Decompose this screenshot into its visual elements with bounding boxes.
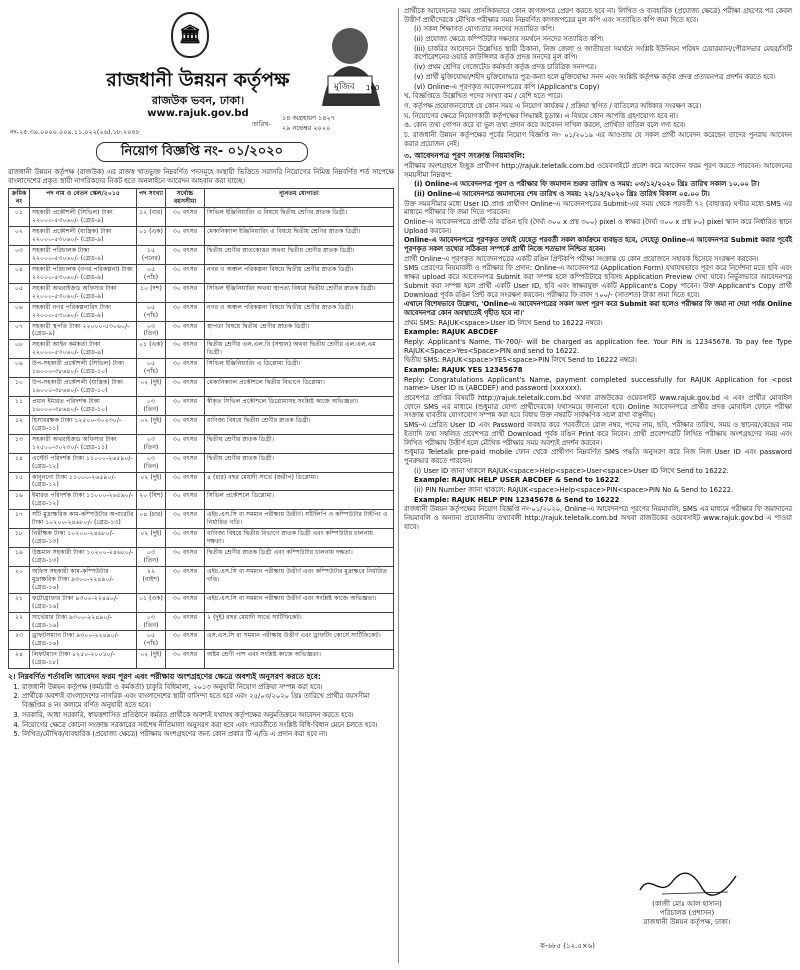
cell-serial: ০৯ (9, 359, 30, 378)
point-item: চ. রাজধানী উন্নয়ন কর্তৃপক্ষের পূর্বের নিয়োগ বিজ্ঞপ্তি নং- ০১/২০১৯ এর আওতায় যে সকল প্রার্থী আবেদন করেছেন তাদের পুনরায় আবেদন করার প্রয়োজন নেই। (404, 130, 792, 148)
cell-serial: ১৬ (9, 491, 30, 510)
cell-age: ৩০ বৎসর (166, 612, 205, 631)
table-row (9, 453, 394, 472)
cell-count: ০৩ (তিন) (137, 612, 166, 631)
cell-qualification: সিভিল ইঞ্জিনিয়ারিং এ ডিপ্লোমা ডিগ্রী। (205, 359, 394, 378)
cell-qualification: এইচ.এস.সি বা সমমান পরীক্ষায় উত্তীর্ণ এবং সংশ্লিষ্ট কাজে অভিজ্ঞতা। (205, 593, 394, 612)
cell-qualification: মেকানিক্যাল ইঞ্জিনিয়ারিং এ বিষয়ে দ্বিতীয় শ্রেণির স্নাতক ডিগ্রী। (205, 227, 394, 246)
condition-item: 2. প্রার্থীকে অবশ্যই বাংলাদেশের নাগরিক এবং বাংলাদেশের স্থায়ী বাসিন্দা হতে হবে এবং ২৫/০৩/২০২০ খ্রিঃ তারিখে প্রার্থীর বয়সসীমা বিজ্ঞপ্তির ৪ নং কলামে বর্ণিত অনুযায়ী হতে হবে। (22, 692, 394, 709)
cell-age: ৩০ বৎসর (166, 378, 205, 397)
point-item: গ. কর্তৃপক্ষ প্রয়োজনবোধে যে কোন সময় এ নিয়োগ কার্যক্রম / প্রক্রিয়া স্থগিত / বাতিলের অধিকার সংরক্ষণ করে। (404, 101, 702, 110)
data-accuracy-rule: Online-এ আবেদনপত্রে পূরণকৃত তথ্যই যেহেতু পরবর্তী সকল কার্যক্রমে ব্যবহৃত হবে, সেহেতু Online-এ আবেদনপত্র Submit করার পূর্বেই পূরণকৃত সকল তথ্যের সঠিকতা সম্পর্কে প্রার্থী নিজে শতভাগ নিশ্চিত হবেন। (404, 236, 792, 254)
sms1-example: Example: RAJUK ABCDEF (404, 328, 499, 337)
cell-post: সহকারী পরিচালক টাকা ২২০০০-৫৩০৬০/- (গ্রেড-৯) (30, 246, 137, 265)
right-column (404, 6, 792, 532)
recovery-example: Example: RAJUK HELP PIN 12345678 & Send to 16222 (414, 495, 620, 504)
table-row (9, 593, 394, 612)
cell-post: এস্টেট পরিদর্শক টাকা ১১০০০-২৬৫৯০/- (গ্রেড-১২) (30, 453, 137, 472)
svg-text:100: 100 (366, 84, 380, 92)
cell-age: ৩০ বৎসর (166, 491, 205, 510)
cell-serial: ০৫ (9, 283, 30, 302)
sms-login-info: SMS-এ প্রেরিত User ID এবং Password ব্যবহার করে পরবর্তীতে রোল নম্বর, পদের নাম, ছবি, পরীক্ষার তারিখ, সময় ও স্থানের/কেন্দ্রের নাম ইত্যাদি তথ্য সম্বলিত প্রবেশপত্র প্রার্থী Download পূর্বক রঙিন Print করে নিবেন। প্রার্থী প্রবেশপত্রটি লিখিত পরীক্ষায় অংশগ্রহণের সময় এবং লিখিত পরীক্ষায় উত্তীর্ণ হলে মৌখিক পরীক্ষার সময় অবশ্যই প্রদর্শন করবেন। (404, 421, 792, 447)
table-row (9, 397, 394, 416)
cell-qualification: দ্বিতীয় শ্রেণীর স্নাতক ডিগ্রী। (205, 453, 394, 472)
online-start-date: (i) Online-এ আবেদনপত্র পূরণ ও পরীক্ষার ফি জমাদান শুরুর তারিখ ও সময়: ০৩/১২/২০২০ খ্রিঃ তারিখ সকাল ১০.০০ টা। (414, 180, 760, 189)
document-item: (iii) চাকরির আবেদনে উল্লেখিত স্থায়ী ঠিকানা, নিজ জেলা ও জাতীয়তা সমর্থনে সংশ্লিষ্ট ইউনিয়ন পরিষদ চেয়ারম্যান/পৌরসভার মেয়র/সিটি কর্পোরেশনের ওয়ার্ড কাউন্সিলর কর্তৃক প্রদত্ত সনদের মূল কপি। (414, 44, 792, 62)
cell-count: ০৫ (পাঁচ) (137, 264, 166, 283)
date-bengali: ১৪ অগ্রহায়ণ ১৪২৭ (282, 114, 336, 122)
table-row (9, 415, 394, 434)
documents-intro: প্রার্থীকে আবেদনের সময় প্রাসঙ্গিকভাবে কোন কাগজপত্র প্রেরণ করতে হবে না। লিখিত ও ব্যবহারিক (প্রযোজ্য ক্ষেত্রে) পরীক্ষা গ্রহণের পর কেবল উত্তীর্ণ প্রার্থীদেরকে মৌখিক পরীক্ষার সময় নিম্নবর্ণিত কাগজপত্রের মূল কপি এবং সত্যায়িত কপি জমা দিতে হবে। (404, 7, 792, 24)
cell-qualification: নগর ও অঞ্চল পরিকল্পনা বিষয়ে দ্বিতীয় শ্রেণীর স্নাতক ডিগ্রী। (205, 302, 394, 321)
signatory-org: রাজধানী উন্নয়ন কর্তৃপক্ষ, ঢাকা। (643, 917, 731, 926)
cell-qualification: এইচ.এস.সি বা সমমান পরীক্ষায় উত্তীর্ণ। সাঁটলিপি ও কম্পিউটার টাইপিং এ নির্ধারিত গতি। (205, 510, 394, 529)
cell-count: ০৫ (পাঁচ) (137, 302, 166, 321)
cell-post: ড্রাফটসম্যান টাকা ৯৩০০-২২৪৯০/- (গ্রেড-১৬) (30, 631, 137, 650)
admit-card-info: প্রবেশপত্র প্রাপ্তির বিষয়টি http://rajuk.teletalk.com.bd অথবা রাজউকের ওয়েবসাইট www.rajuk.gov.bd এ এবং প্রার্থীর মোবাইল ফোনে SMS এর মাধ্যমে (শুধুমাত্র যোগ্য প্রার্থীদেরকে) যথাসময়ে জানানো হবে। Online আবেদনপত্রে প্রার্থীর প্রদত্ত মোবাইল ফোনে পরীক্ষা সংক্রান্ত যাবতীয় যোগাযোগ সম্পন্ন করা হবে বিধায় উক্ত নম্বরটি সার্বক্ষণিক সচল রাখা বাঞ্ছনীয়। (404, 394, 792, 420)
cell-count: ০২ (দুই) (137, 650, 166, 669)
cell-serial: ০৮ (9, 340, 30, 359)
cell-qualification: বাণিজ্য বিষয়ে দ্বিতীয় শ্রেণীর স্নাতক ডিগ্রী। (205, 415, 394, 434)
posts-table (8, 188, 394, 669)
cell-qualification: সিভিল ইঞ্জিনিয়ারিং এ বিষয়ে দ্বিতীয় শ্রেণির স্নাতক ডিগ্রী। (205, 208, 394, 227)
cell-post: কানুনগো টাকা ১১০০০-২৬৫৯০/- (গ্রেড-১২) (30, 472, 137, 491)
memo-number: নং-২৫.৩৯.০০০০.০০৯.১১.০২২(২৬).১৮.২০৪৮ (10, 128, 140, 136)
point-item: ঙ. কোন তথ্য গোপন করে বা ভুল তথ্য প্রদান করে আবেদন দাখিল করলে, প্রার্থিতা বাতিল বলে গণ্য হবে। (404, 121, 686, 130)
point-item: ঘ. নিয়োগের ক্ষেত্রে নিয়োগকারী কর্তৃপক্ষের সিদ্ধান্তই চূড়ান্ত। এ বিষয়ে কোন আপত্তি গ্রহণযোগ্য হবে না। (404, 111, 678, 120)
sms2-reply: Reply: Congratulations Applicant's Name, payment completed successfully for RAJUK Application for <post name> User ID is (ABCDEF) and password (xxxxxx). (404, 375, 792, 393)
cell-age: ৩০ বৎসর (166, 453, 205, 472)
cell-post: উচ্চমান সহকারী টাকা ১০২০০-২৪৬৮০/- (গ্রেড-১৩) (30, 548, 137, 567)
date-label: তারিখ- (252, 120, 271, 128)
document-item: (v) প্রার্থী মুক্তিযোদ্ধা/শহীদ মুক্তিযোদ্ধার পুত্র-কন্যা হলে মুক্তিযোদ্ধা সনদ এবং সংশ্লিষ্ট কর্তৃপক্ষ কর্তৃক প্রদত্ত প্রত্যয়নপত্র প্রদর্শন করতে হবে। (414, 72, 776, 81)
cell-post: সাঁট মুদ্রাক্ষরিক কাম-কম্পিউটার অপারেটর টাকা ১০২০০-২৪৬৮০/- (গ্রেড-১৩) (30, 510, 137, 529)
cell-age: ৩০ বৎসর (166, 472, 205, 491)
cell-count: ০৫ (পাঁচ) (137, 631, 166, 650)
cell-qualification: এস.এস.সি বা সমমান পরীক্ষায় উত্তীর্ণ এবং ড্রাফটিং কোর্সে সার্টিফিকেট। (205, 631, 394, 650)
cell-age: ৩০ বৎসর (166, 548, 205, 567)
cell-qualification: মেকানিক্যাল প্রকৌশলে দ্বিতীয় বিভাগে ডিপ্লোমা। (205, 378, 394, 397)
photo-upload-rule: Online-এ আবেদনপত্রে প্রার্থী তাঁর রঙিন ছবি (দৈর্ঘ্য ৩০০ x প্রস্থ ৩০০) pixel ও স্বাক্ষর (দৈর্ঘ্য ৩০০ x প্রস্থ ৮০) pixel স্ক্যান করে নির্ধারিত স্থানে Upload করবেন। (404, 218, 792, 235)
cell-post: সহকারী প্রকৌশলী (যান্ত্রিক) টাকা ২২০০০-৫৩০৬০/- (গ্রেড-৯) (30, 227, 137, 246)
cell-qualification: সিভিল প্রকৌশলে ডিপ্লোমা। (205, 491, 394, 510)
cell-serial: ১৪ (9, 453, 30, 472)
cell-count: ০৪ (চার) (137, 510, 166, 529)
table-row (9, 529, 394, 548)
condition-item: 5. লিখিত/মৌখিক/ব্যবহারিক (প্রযোজ্য ক্ষেত্রে) পরীক্ষায় অংশগ্রহণের জন্য কোন প্রকার টি এ/ডি এ প্রদান করা হবে না। (22, 730, 394, 739)
cell-post: সহকারী স্থপতি টাকা ২২০০০-৫৩০৬০/- (গ্রেড-৯) (30, 321, 137, 340)
col-serial: ক্রমিক নং (9, 189, 30, 208)
sms-intro: SMS প্রেরণের নিয়মাবলী ও পরীক্ষার ফি প্রদান: Online-এ আবেদনপত্র (Application Form) যথাযথভাবে পূরণ করে নির্দেশনা মতে ছবি এবং স্বাক্ষর upload করে আবেদনপত্র Submit করা সম্পন্ন হলে কম্পিউটারে ছবিসহ Application Preview দেখা যাবে। নির্ভুলভাবে আবেদনপত্র Submit করা সম্পন্ন হলে প্রার্থী একটি User ID, ছবি এবং স্বাক্ষরযুক্ত একটি Applicant's Copy পাবেন। উক্ত Applicant's Copy প্রার্থী Download পূর্বক রঙিন প্রিন্ট করে সংরক্ষণ করবেন। পরীক্ষার ফি বাবদ ৭০০/- (সাতশত) টাকা জমা দিতে হবে। (404, 264, 792, 299)
website-link[interactable]: www.rajuk.gov.bd (147, 108, 249, 119)
cell-qualification: স্থাপত্য বিষয়ে দ্বিতীয় শ্রেণীর স্নাতক ডিগ্রী। (205, 321, 394, 340)
online-intro: পরীক্ষায় অংশগ্রহণে ইচ্ছুক প্রার্থীগণ http://rajuk.teletalk.com.bd ওয়েবসাইটে প্রবেশ করে আবেদন ফরম পূরণ করতে পারবেন। আবেদনের সময়সীমা নিম্নরূপ: (404, 161, 792, 179)
table-row (9, 246, 394, 265)
col-age: সর্বোচ্চ বয়সসীমা (166, 189, 205, 208)
cell-age: ৩০ বৎসর (166, 434, 205, 453)
cell-post: উপ-সহকারী প্রকৌশলী (সিভিল) টাকা ১৬০০০-৩৮৬৪০/- (গ্রেড-১০) (30, 359, 137, 378)
table-header-row (9, 189, 394, 208)
print-copy-rule: প্রার্থী Online-এ পূরণকৃত আবেদনপত্রের একটি রঙিন প্রিন্টকপি পরীক্ষা সংক্রান্ত যে কোন প্রয়োজনে সহায়ক হিসেবে সংরক্ষণ করবেন। (404, 254, 759, 263)
cell-serial: ০৬ (9, 302, 30, 321)
table-row (9, 227, 394, 246)
cell-count: ০৩ (তিন) (137, 434, 166, 453)
cell-qualification: অষ্টম শ্রেণী পাশ এবং সংশ্লিষ্ট কাজে অভিজ্ঞতা। (205, 650, 394, 669)
cell-post: প্রধান ইমারত পরিদর্শক টাকা ১৬০০০-৩৮৬৪০/- (গ্রেড-১০) (30, 397, 137, 416)
col-count: পদ সংখ্যা (137, 189, 166, 208)
cell-count: ১২ (বার) (137, 208, 166, 227)
documents-list (404, 25, 792, 91)
cell-qualification: নগর ও অঞ্চল পরিকল্পনা বিষয়ে দ্বিতীয় শ্রেণীর স্নাতক ডিগ্রী। (205, 264, 394, 283)
condition-item: 3. সরকারি, আধা সরকারি, স্বায়ত্তশাসিত প্রতিষ্ঠানে কর্মরত প্রার্থীকে অবশ্যই যথাযথ কর্তৃপক্ষের অনুমতিক্রমে আবেদন করতে হবে। (22, 711, 394, 720)
cell-qualification: স্বীকৃত সিভিল প্রকৌশলে ডিপ্লোমাসহ সংশ্লিষ্ট কাজে অভিজ্ঞতা। (205, 397, 394, 416)
cell-age: ৩০ বৎসর (166, 510, 205, 529)
col-qualification: ন্যূনতম যোগ্যতা (205, 189, 394, 208)
cell-serial: ০৪ (9, 264, 30, 283)
table-row (9, 491, 394, 510)
sms2-label: দ্বিতীয় SMS: RAJUK<space>YES<space>PIN লিখে Send to 16222 নম্বরে। (404, 356, 637, 365)
cell-post: সহকারী প্রকৌশলী (সিভিল) টাকা ২২০০০-৫৩০৬০/- (গ্রেড-৯) (30, 208, 137, 227)
document-item: (iv) প্রথম শ্রেণির গেজেটেড কর্মকর্তা কর্তৃক প্রদত্ত চারিত্রিক সনদপত্র। (414, 63, 597, 72)
cell-age: ৩০ বৎসর (166, 566, 205, 593)
cell-count: ০৫ (পাঁচ) (137, 359, 166, 378)
cell-age: ৩০ বৎসর (166, 340, 205, 359)
signature-icon (632, 868, 742, 900)
table-row (9, 264, 394, 283)
cell-qualification: দ্বিতীয় শ্রেণীর স্নাতক ডিগ্রী। (205, 434, 394, 453)
cell-count: ০১ (এক) (137, 593, 166, 612)
cell-serial: ১৭ (9, 510, 30, 529)
table-row (9, 283, 394, 302)
sms1-reply: Reply: Applicant's Name, Tk-700/- will be charged as application fee. Your PIN is 12345678. To pay fee Type RAJUK<Space>Yes<Space>PIN and send to 16222. (404, 337, 792, 355)
cell-post: সহকারী পরিচালক (নগর পরিকল্পনা) টাকা ২২০০০-৫৩০৬০/- (গ্রেড-৯) (30, 264, 137, 283)
cell-serial: ১০ (9, 378, 30, 397)
cell-count: ০২ (দুই) (137, 378, 166, 397)
cell-serial: ২৩ (9, 631, 30, 650)
table-row (9, 548, 394, 567)
table-row (9, 510, 394, 529)
cell-age: ৩০ বৎসর (166, 208, 205, 227)
cell-post: সহকারী নগর পরিকল্পনাবিদ টাকা ২২০০০-৫৩০৬০/- (গ্রেড-৯) (30, 302, 137, 321)
table-row (9, 566, 394, 593)
cell-count: ২২ (বাইশ) (137, 566, 166, 593)
online-end-date: (ii) Online-এ আবেদনপত্র জমাদানের শেষ তারিখ ও সময়: ২২/১২/২০২০ খ্রিঃ তারিখ বিকাল ০৫.০০ টা। (414, 189, 710, 198)
cell-post: সার্ভেয়ার টাকা ৯৩০০-২২৪৯০/- (গ্রেড-১৬) (30, 612, 137, 631)
table-row (9, 302, 394, 321)
conditions-list (8, 683, 394, 739)
condition-item: 4. নিয়োগের ক্ষেত্রে কোনো সংক্রান্ত সরকারের সর্বশেষ নীতিমালা অনুসরণ করা হবে এবং পরবর্তীতে সংশ্লিষ্ট বিধি-বিধান মেনে চলতে হবে। (22, 721, 394, 730)
cell-age: ৩০ বৎসর (166, 415, 205, 434)
column-divider (398, 8, 399, 963)
cell-qualification: বাণিজ্য বিষয়ে দ্বিতীয় বিভাগে স্নাতক ডিগ্রী এবং কম্পিউটার চালনায় দক্ষতা। (205, 529, 394, 548)
signatory-title: পরিচালক (প্রশাসন) (659, 908, 715, 917)
document-item: (i) সকল শিক্ষাগত যোগ্যতার সনদের সত্যায়িত কপি। (414, 25, 555, 34)
recovery-item: (i) User ID জানা থাকলে RAJUK<space>Help<space>User<space>User ID লিখে Send to 16222. (414, 466, 729, 475)
building-name: রাজউক ভবন, ঢাকা। (151, 94, 245, 107)
cell-qualification: দ্বিতীয় শ্রেণীর স্নাতকোত্তর অথবা দ্বিতীয় শ্রেণীর স্নাতক ডিগ্রী। (205, 246, 394, 265)
cell-serial: ২০ (9, 566, 30, 593)
cell-count: ০২ (দুই) (137, 415, 166, 434)
intro-paragraph: রাজধানী উন্নয়ন কর্তৃপক্ষ (রাজউক) এর রাজস্ব খাতভুক্ত নিম্নবর্ণিত পদসমূহে অস্থায়ী ভিত্তিতে সরাসরি নিয়োগের নিমিত্ত নিম্নবর্ণিত শর্ত সাপেক্ষে বাংলাদেশের প্রকৃত স্থায়ী নাগরিকদের নিকট হতে অনলাইনে আবেদন আহবান করা যাচ্ছে। (8, 168, 394, 185)
cell-age: ৩০ বৎসর (166, 593, 205, 612)
cell-qualification: ২ (দুই) বছর মেয়াদী সার্ভে সার্টিফিকেট। (205, 612, 394, 631)
table-row (9, 631, 394, 650)
cell-age: ৩০ বৎসর (166, 302, 205, 321)
sms-warning: এখানে বিশেষভাবে উল্লেখ্য, 'Online-এ আবেদনপত্রের সকল অংশ পূরণ করে Submit করা হলেও পরীক্ষার ফি জমা না দেয়া পর্যন্ত Online আবেদনপত্র কোন অবস্থাতেই গৃহীত হবে না।' (404, 300, 792, 317)
recovery-list (404, 467, 792, 505)
svg-text:মুজিব: মুজিব (334, 82, 355, 92)
cell-serial: ২২ (9, 612, 30, 631)
cell-count: ০১ (এক) (137, 227, 166, 246)
cell-age: ৩০ বৎসর (166, 227, 205, 246)
header (8, 6, 394, 166)
cell-post: সহকারী আইন কর্মকর্তা টাকা ২২০০০-৫৩০৬০/- (গ্রেড-৯) (30, 340, 137, 359)
final-info: রাজধানী উন্নয়ন কর্তৃপক্ষের নিয়োগ বিজ্ঞপ্তি নং-০১/২০২০, Online-এ আবেদনপত্র পূরণের নিয়মাবলি, SMS এর মাধ্যমে পরীক্ষার ফি জমাদানের নিয়মাবলি ও অন্যান্য প্রয়োজনীয় তথ্যাবলী http://rajuk.teletalk.com.bd অথবা রাজউকের ওয়েবসাইট www.rajuk.gov.bd এ পাওয়া যাবে। (404, 505, 792, 531)
cell-serial: ০১ (9, 208, 30, 227)
cell-serial: ১৫ (9, 472, 30, 491)
cell-post: ফটোগ্রাফার টাকা ৯৩০০-২২৪৯০/- (গ্রেড-১৬) (30, 593, 137, 612)
condition-item: 1. রাজধানী উন্নয়ন কর্তৃপক্ষ (কর্মচারী ও কর্মকর্তা) চাকুরি বিধিমালা, ২০১৩ অনুযায়ী নিয়োগ প্রক্রিয়া সম্পন্ন করা হবে। (22, 683, 394, 692)
table-row (9, 650, 394, 669)
cell-age: ৩০ বৎসর (166, 359, 205, 378)
cell-serial: ০৩ (9, 246, 30, 265)
document-item: (ii) প্রযোজ্য ক্ষেত্রে কম্পিউটার দক্ষতার সমর্থনে সনদের সত্যায়িত কপি। (414, 35, 604, 44)
recovery-item: (ii) PIN Number জানা থাকলে: RAJUK<space>Help<space>PIN<space>PIN No & Send to 16222. (414, 485, 734, 494)
cell-count: ০৩ (তিন) (137, 321, 166, 340)
date-block (252, 114, 336, 132)
cell-count: ০৩ (তিন) (137, 548, 166, 567)
table-row (9, 321, 394, 340)
col-post: পদ নাম ও বেতন স্কেল/২০১৫ (30, 189, 137, 208)
table-row (9, 208, 394, 227)
cell-count: ০৩ (তিন) (137, 397, 166, 416)
cell-serial: ১২ (9, 415, 30, 434)
cell-age: ৩০ বৎসর (166, 650, 205, 669)
cell-post: সহকারী অথরাইজড অফিসার টাকা ২২০০০-৫৩০৬০/- (গ্রেড-৯) (30, 283, 137, 302)
cell-age: ৩০ বৎসর (166, 631, 205, 650)
cell-serial: ১৮ (9, 529, 30, 548)
cell-age: ৩০ বৎসর (166, 321, 205, 340)
cell-count: ১৫ (পনের) (137, 246, 166, 265)
cell-count: ০১ (এক) (137, 340, 166, 359)
org-name: রাজধানী উন্নয়ন কর্তৃপক্ষ (106, 69, 290, 91)
cell-age: ৩০ বৎসর (166, 529, 205, 548)
table-row (9, 472, 394, 491)
cell-post: উপ-সহকারী প্রকৌশলী (যান্ত্রিক) টাকা ১৬০০০-৩৮৬৪০/- (গ্রেড-১০) (30, 378, 137, 397)
cell-post: সহকারী অথরাইজড অফিসার টাকা ১২৫০০-৩০২৩০/- (গ্রেড-১১) (30, 434, 137, 453)
document-item: (vi) Online-এ পূরণকৃত আবেদনপত্রের কপি (Applicant's Copy) (414, 82, 600, 91)
cell-age: ৩০ বৎসর (166, 246, 205, 265)
cell-count: ০২ (দুই) (137, 472, 166, 491)
table-row (9, 359, 394, 378)
signature-block (612, 868, 762, 927)
cell-post: ইমারত পরিদর্শক টাকা ১১০০০-২৬৫৯০/- (গ্রেড-১২) (30, 491, 137, 510)
cell-post: নিরীক্ষক টাকা ১০২০০-২৪৬৮০/- (গ্রেড-১৩) (30, 529, 137, 548)
cell-count: ০৩ (তিন) (137, 453, 166, 472)
sms1-label: প্রথম SMS: RAJUK<space>User ID লিখে Send to 16222 নম্বরে। (404, 318, 603, 327)
cell-qualification: দ্বিতীয় শ্রেণীর স্নাতক ডিগ্রী এবং কম্পিউটার চালনায় দক্ষতা। (205, 548, 394, 567)
footer-code: ক-৬৮৫ (১২.৫×৬) (540, 942, 596, 950)
cell-serial: ১৯ (9, 548, 30, 567)
cell-qualification: এইচ.এস.সি বা সমমান পরীক্ষায় উত্তীর্ণ এবং কম্পিউটার মুদ্রাক্ষরে নির্ধারিত গতি। (205, 566, 394, 593)
cell-post: হিসাবরক্ষক টাকা ১২৫০০-৩০২৩০/- (গ্রেড-১১) (30, 415, 137, 434)
table-row (9, 612, 394, 631)
cell-serial: ১১ (9, 397, 30, 416)
cell-serial: ০৭ (9, 321, 30, 340)
online-heading: ৩. আবেদনপত্র পূরণ সংক্রান্ত নিয়মাবলি: (404, 151, 525, 161)
cell-age: ৩০ বৎসর (166, 283, 205, 302)
teletalk-recovery-info: শুধুমাত্র Teletalk pre-paid mobile ফোন থেকে প্রার্থীগণ নিম্নবর্ণিত SMS পদ্ধতি অনুসরণ করে নিজ নিজ User ID এবং password পুনরুদ্ধার করতে পারবেন। (404, 448, 792, 465)
cell-serial: ০২ (9, 227, 30, 246)
circular-title: নিয়োগ বিজ্ঞপ্তি নং- ০১/২০২০ (96, 142, 308, 162)
cell-count: ১০ (দশ) (137, 283, 166, 302)
rajuk-logo: 🏛 (171, 12, 209, 58)
cell-post: লিফটম্যান টাকা ৮২৫০-২০০১০/- (গ্রেড-১৮) (30, 650, 137, 669)
cell-serial: ২১ (9, 593, 30, 612)
cell-count: ০২ (দুই) (137, 529, 166, 548)
cell-age: ৩০ বৎসর (166, 397, 205, 416)
cell-serial: ২৪ (9, 650, 30, 669)
point-item: খ. বিজ্ঞপ্তিতে উল্লেখিত পদের সংখ্যা কম / বেশি হতে পারে। (404, 92, 563, 101)
table-row (9, 340, 394, 359)
mujib-centenary-portrait-icon (308, 18, 390, 106)
cell-qualification: সিভিল ইঞ্জিনিয়ারিং অথবা স্থাপত্য বিষয়ে দ্বিতীয় শ্রেণীর স্নাতক ডিগ্রী। (205, 283, 394, 302)
conditions-heading: ২। নিম্নবর্ণিত শর্তাবলি আবেদন ফরম পূরণ এবং পরীক্ষায় অংশগ্রহণের ক্ষেত্রে অবশ্যই অনুসরণ করতে হবে: (8, 672, 321, 682)
cell-qualification: দ্বিতীয় শ্রেণীর এল.এল.বি (সম্মান) অথবা দ্বিতীয় শ্রেণীর এল.এল.এম ডিগ্রী। (205, 340, 394, 359)
table-row (9, 378, 394, 397)
table-row (9, 434, 394, 453)
sms2-example: Example: RAJUK YES 12345678 (404, 366, 523, 375)
cell-count: ২০ (বিশ) (137, 491, 166, 510)
left-column (8, 6, 394, 740)
signatory-name: (কাজী মোঃ আল হাসান) (652, 900, 722, 908)
cell-serial: ১৩ (9, 434, 30, 453)
online-fee-window: উক্ত সময়সীমার মধ্যে User ID প্রাপ্ত প্রার্থীগণ Online-এ আবেদনপত্রের Submit-এর সময় থেকে পরবর্তী ৭২ (বাহাত্তর) ঘণ্টার মধ্যে SMS এর মাধ্যমে পরীক্ষার ফি জমা দিতে পারবেন। (404, 199, 792, 217)
cell-qualification: ৪ (চার) বছর মেয়াদী সার্ভে (জরীপ) ডিপ্লোমা। (205, 472, 394, 491)
cell-age: ৩০ বৎসর (166, 264, 205, 283)
recovery-example: Example: RAJUK HELP USER ABCDEF & Send to 16222 (414, 476, 619, 485)
date-english: ২৯ নভেম্বর ২০২০ (282, 124, 331, 132)
cell-post: অফিস সহকারী কাম-কম্পিউটার মুদ্রাক্ষরিক টাকা ৯৩০০-২২৪৯০/- (গ্রেড-১৬) (30, 566, 137, 593)
